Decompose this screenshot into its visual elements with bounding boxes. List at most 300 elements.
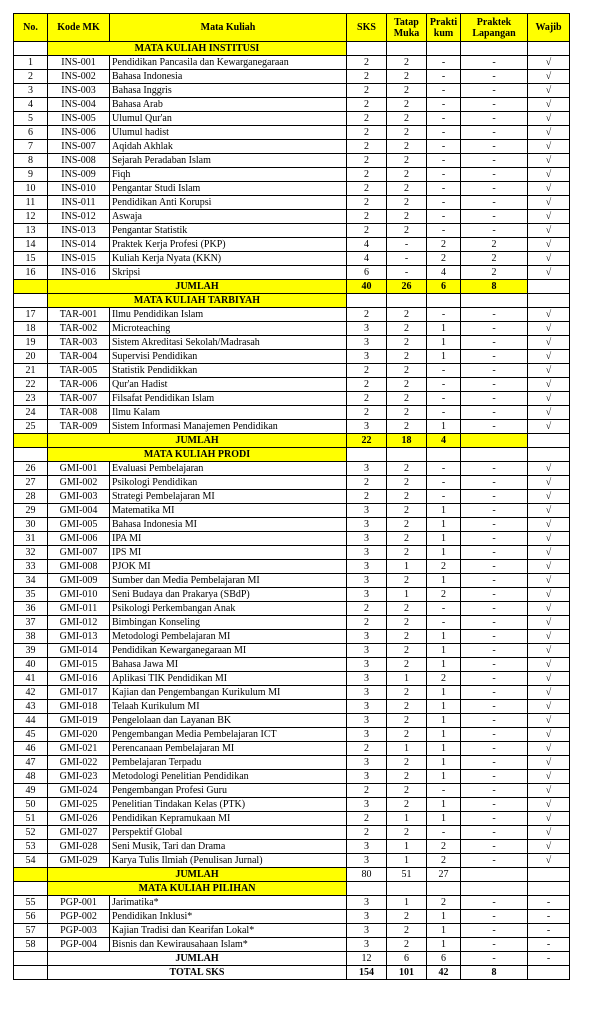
praktikum-cell: 1	[427, 546, 461, 560]
praktek-lapangan-cell: 2	[461, 266, 528, 280]
row-number-cell: 36	[14, 602, 48, 616]
course-name-cell: Ilmu Kalam	[110, 406, 347, 420]
row-number-cell: 48	[14, 770, 48, 784]
praktek-lapangan-cell: -	[461, 840, 528, 854]
wajib-cell: -	[528, 910, 570, 924]
section-total-label: JUMLAH	[48, 434, 347, 448]
table-row	[14, 168, 570, 182]
section-total-wajib	[528, 280, 570, 294]
header-kode-mk: Kode MK	[48, 14, 110, 42]
row-number-cell: 28	[14, 490, 48, 504]
course-code-cell: INS-008	[48, 154, 110, 168]
wajib-cell: √	[528, 574, 570, 588]
sks-cell: 3	[347, 644, 387, 658]
sks-cell: 3	[347, 658, 387, 672]
course-code-cell: PGP-001	[48, 896, 110, 910]
course-code-cell: GMI-004	[48, 504, 110, 518]
sks-cell: 3	[347, 938, 387, 952]
praktek-lapangan-cell: 2	[461, 238, 528, 252]
header-wajib: Wajib	[528, 14, 570, 42]
wajib-cell: √	[528, 224, 570, 238]
course-name-cell: Seni Budaya dan Prakarya (SBdP)	[110, 588, 347, 602]
tatap-muka-cell: 2	[387, 168, 427, 182]
section-total-tatap: 6	[387, 952, 427, 966]
course-code-cell: GMI-008	[48, 560, 110, 574]
course-code-cell: INS-003	[48, 84, 110, 98]
praktikum-cell: -	[427, 406, 461, 420]
course-code-cell: GMI-020	[48, 728, 110, 742]
praktek-lapangan-cell: -	[461, 770, 528, 784]
section-total-tatap: 18	[387, 434, 427, 448]
course-name-cell: Metodologi Pembelajaran MI	[110, 630, 347, 644]
course-code-cell: GMI-023	[48, 770, 110, 784]
section-header-blank	[528, 42, 570, 56]
grand-total-wajib	[528, 966, 570, 980]
praktek-lapangan-cell: -	[461, 574, 528, 588]
tatap-muka-cell: -	[387, 238, 427, 252]
course-code-cell: INS-015	[48, 252, 110, 266]
praktek-lapangan-cell: -	[461, 532, 528, 546]
sks-cell: 2	[347, 84, 387, 98]
course-name-cell: Pengantar Studi Islam	[110, 182, 347, 196]
course-name-cell: Aplikasi TIK Pendidikan MI	[110, 672, 347, 686]
table-row	[14, 154, 570, 168]
course-code-cell: GMI-003	[48, 490, 110, 504]
section-header-blank	[461, 294, 528, 308]
praktikum-cell: 1	[427, 686, 461, 700]
sks-cell: 6	[347, 266, 387, 280]
table-row	[14, 588, 570, 602]
course-code-cell: TAR-006	[48, 378, 110, 392]
tatap-muka-cell: 2	[387, 784, 427, 798]
course-code-cell: TAR-009	[48, 420, 110, 434]
row-number-cell: 16	[14, 266, 48, 280]
tatap-muka-cell: 2	[387, 154, 427, 168]
course-name-cell: Bahasa Inggris	[110, 84, 347, 98]
tatap-muka-cell: 2	[387, 406, 427, 420]
course-code-cell: GMI-025	[48, 798, 110, 812]
row-number-cell: 43	[14, 700, 48, 714]
praktikum-cell: -	[427, 70, 461, 84]
praktikum-cell: -	[427, 140, 461, 154]
section-total-row	[14, 434, 570, 448]
course-code-cell: GMI-026	[48, 812, 110, 826]
sks-cell: 2	[347, 742, 387, 756]
row-number-cell: 26	[14, 462, 48, 476]
row-number-cell: 18	[14, 322, 48, 336]
section-header-blank	[427, 294, 461, 308]
course-code-cell: GMI-002	[48, 476, 110, 490]
sks-cell: 2	[347, 154, 387, 168]
course-code-cell: GMI-016	[48, 672, 110, 686]
row-number-cell: 29	[14, 504, 48, 518]
praktek-lapangan-cell: -	[461, 378, 528, 392]
tatap-muka-cell: 1	[387, 840, 427, 854]
table-row	[14, 826, 570, 840]
table-row	[14, 812, 570, 826]
course-name-cell: Ilmu Pendidikan Islam	[110, 308, 347, 322]
table-row	[14, 910, 570, 924]
course-name-cell: Seni Musik, Tari dan Drama	[110, 840, 347, 854]
sks-cell: 3	[347, 504, 387, 518]
praktek-lapangan-cell: -	[461, 336, 528, 350]
praktek-lapangan-cell: -	[461, 364, 528, 378]
row-number-cell: 15	[14, 252, 48, 266]
praktikum-cell: -	[427, 210, 461, 224]
wajib-cell: √	[528, 168, 570, 182]
sks-cell: 3	[347, 728, 387, 742]
table-row	[14, 756, 570, 770]
praktikum-cell: -	[427, 84, 461, 98]
course-code-cell: INS-014	[48, 238, 110, 252]
table-row	[14, 238, 570, 252]
course-code-cell: GMI-015	[48, 658, 110, 672]
wajib-cell: √	[528, 84, 570, 98]
header-mata-kuliah: Mata Kuliah	[110, 14, 347, 42]
course-code-cell: INS-004	[48, 98, 110, 112]
tatap-muka-cell: 2	[387, 350, 427, 364]
course-code-cell: INS-011	[48, 196, 110, 210]
tatap-muka-cell: 2	[387, 546, 427, 560]
wajib-cell: √	[528, 322, 570, 336]
praktikum-cell: 2	[427, 840, 461, 854]
praktek-lapangan-cell: -	[461, 616, 528, 630]
wajib-cell: √	[528, 252, 570, 266]
praktek-lapangan-cell: -	[461, 560, 528, 574]
course-code-cell: GMI-010	[48, 588, 110, 602]
course-name-cell: Pendidikan Inklusi*	[110, 910, 347, 924]
wajib-cell: √	[528, 546, 570, 560]
tatap-muka-cell: 2	[387, 196, 427, 210]
wajib-cell: √	[528, 742, 570, 756]
praktek-lapangan-cell: -	[461, 630, 528, 644]
praktikum-cell: 2	[427, 896, 461, 910]
wajib-cell: √	[528, 98, 570, 112]
praktikum-cell: -	[427, 224, 461, 238]
wajib-cell: √	[528, 336, 570, 350]
wajib-cell: √	[528, 210, 570, 224]
section-header-blank	[528, 882, 570, 896]
praktek-lapangan-cell: -	[461, 546, 528, 560]
praktek-lapangan-cell: -	[461, 924, 528, 938]
section-total-praktikum: 6	[427, 280, 461, 294]
section-title: MATA KULIAH PILIHAN	[48, 882, 347, 896]
course-code-cell: TAR-004	[48, 350, 110, 364]
sks-cell: 2	[347, 182, 387, 196]
course-name-cell: Metodologi Penelitian Pendidikan	[110, 770, 347, 784]
course-code-cell: TAR-007	[48, 392, 110, 406]
tatap-muka-cell: 2	[387, 140, 427, 154]
course-code-cell: GMI-019	[48, 714, 110, 728]
tatap-muka-cell: 2	[387, 70, 427, 84]
table-row	[14, 798, 570, 812]
row-number-cell: 11	[14, 196, 48, 210]
course-name-cell: Perspektif Global	[110, 826, 347, 840]
section-header-blank	[14, 294, 48, 308]
section-total-sks: 22	[347, 434, 387, 448]
tatap-muka-cell: 2	[387, 518, 427, 532]
course-name-cell: Pendidikan Pancasila dan Kewarganegaraan	[110, 56, 347, 70]
section-total-praktikum: 6	[427, 952, 461, 966]
section-total-tatap: 51	[387, 868, 427, 882]
praktek-lapangan-cell: -	[461, 658, 528, 672]
course-name-cell: Praktek Kerja Profesi (PKP)	[110, 238, 347, 252]
course-code-cell: GMI-028	[48, 840, 110, 854]
section-header-blank	[427, 42, 461, 56]
wajib-cell: √	[528, 126, 570, 140]
section-total-sks: 12	[347, 952, 387, 966]
total-blank-cell	[14, 868, 48, 882]
course-code-cell: TAR-003	[48, 336, 110, 350]
tatap-muka-cell: 2	[387, 210, 427, 224]
curriculum-table	[13, 13, 570, 980]
table-row	[14, 644, 570, 658]
tatap-muka-cell: 1	[387, 742, 427, 756]
row-number-cell: 46	[14, 742, 48, 756]
course-code-cell: TAR-001	[48, 308, 110, 322]
tatap-muka-cell: 2	[387, 602, 427, 616]
course-code-cell: PGP-003	[48, 924, 110, 938]
course-name-cell: Aqidah Akhlak	[110, 140, 347, 154]
tatap-muka-cell: 2	[387, 462, 427, 476]
sks-cell: 3	[347, 924, 387, 938]
row-number-cell: 13	[14, 224, 48, 238]
wajib-cell: √	[528, 112, 570, 126]
tatap-muka-cell: 1	[387, 560, 427, 574]
row-number-cell: 12	[14, 210, 48, 224]
table-row	[14, 364, 570, 378]
table-row	[14, 616, 570, 630]
wajib-cell: √	[528, 560, 570, 574]
table-row	[14, 266, 570, 280]
course-name-cell: Bahasa Arab	[110, 98, 347, 112]
wajib-cell: √	[528, 182, 570, 196]
tatap-muka-cell: 2	[387, 910, 427, 924]
tatap-muka-cell: 1	[387, 812, 427, 826]
course-name-cell: Ulumul hadist	[110, 126, 347, 140]
section-total-lapangan: 8	[461, 280, 528, 294]
course-name-cell: IPS MI	[110, 546, 347, 560]
wajib-cell: √	[528, 798, 570, 812]
course-code-cell: GMI-001	[48, 462, 110, 476]
course-code-cell: PGP-002	[48, 910, 110, 924]
course-name-cell: Evaluasi Pembelajaran	[110, 462, 347, 476]
course-name-cell: Pengembangan Media Pembelajaran ICT	[110, 728, 347, 742]
row-number-cell: 54	[14, 854, 48, 868]
praktek-lapangan-cell: -	[461, 406, 528, 420]
tatap-muka-cell: 2	[387, 938, 427, 952]
tatap-muka-cell: 2	[387, 98, 427, 112]
praktek-lapangan-cell: -	[461, 728, 528, 742]
course-name-cell: Sumber dan Media Pembelajaran MI	[110, 574, 347, 588]
table-row	[14, 112, 570, 126]
tatap-muka-cell: 2	[387, 616, 427, 630]
course-name-cell: Pengembangan Profesi Guru	[110, 784, 347, 798]
table-row	[14, 322, 570, 336]
table-row	[14, 728, 570, 742]
table-row	[14, 224, 570, 238]
course-name-cell: Bisnis dan Kewirausahaan Islam*	[110, 938, 347, 952]
section-header-blank	[347, 448, 387, 462]
sks-cell: 3	[347, 518, 387, 532]
table-row	[14, 336, 570, 350]
course-name-cell: Fiqh	[110, 168, 347, 182]
sks-cell: 2	[347, 126, 387, 140]
tatap-muka-cell: 2	[387, 686, 427, 700]
praktek-lapangan-cell: -	[461, 476, 528, 490]
table-header-row	[14, 14, 570, 42]
praktikum-cell: -	[427, 308, 461, 322]
section-total-wajib	[528, 434, 570, 448]
praktikum-cell: 1	[427, 714, 461, 728]
sks-cell: 3	[347, 546, 387, 560]
wajib-cell: √	[528, 266, 570, 280]
course-code-cell: GMI-029	[48, 854, 110, 868]
header-sks: SKS	[347, 14, 387, 42]
praktek-lapangan-cell: -	[461, 462, 528, 476]
table-row	[14, 140, 570, 154]
course-code-cell: GMI-006	[48, 532, 110, 546]
praktikum-cell: -	[427, 182, 461, 196]
sks-cell: 3	[347, 322, 387, 336]
section-header-row	[14, 42, 570, 56]
grand-total-row	[14, 966, 570, 980]
table-row	[14, 714, 570, 728]
praktek-lapangan-cell: -	[461, 672, 528, 686]
table-row	[14, 938, 570, 952]
wajib-cell: √	[528, 700, 570, 714]
course-code-cell: GMI-013	[48, 630, 110, 644]
table-row	[14, 700, 570, 714]
row-number-cell: 41	[14, 672, 48, 686]
course-name-cell: Penelitian Tindakan Kelas (PTK)	[110, 798, 347, 812]
sks-cell: 4	[347, 238, 387, 252]
wajib-cell: √	[528, 630, 570, 644]
grand-total-lapangan: 8	[461, 966, 528, 980]
tatap-muka-cell: 1	[387, 896, 427, 910]
tatap-muka-cell: 2	[387, 714, 427, 728]
section-header-blank	[427, 448, 461, 462]
praktikum-cell: -	[427, 98, 461, 112]
curriculum-table-wrapper	[13, 13, 570, 980]
praktek-lapangan-cell: -	[461, 196, 528, 210]
sks-cell: 2	[347, 224, 387, 238]
sks-cell: 3	[347, 798, 387, 812]
praktikum-cell: 1	[427, 798, 461, 812]
praktek-lapangan-cell: -	[461, 700, 528, 714]
table-row	[14, 308, 570, 322]
section-header-row	[14, 294, 570, 308]
wajib-cell: √	[528, 854, 570, 868]
course-code-cell: PGP-004	[48, 938, 110, 952]
course-name-cell: Bimbingan Konseling	[110, 616, 347, 630]
sks-cell: 3	[347, 686, 387, 700]
course-code-cell: GMI-022	[48, 756, 110, 770]
course-code-cell: GMI-011	[48, 602, 110, 616]
section-header-blank	[347, 294, 387, 308]
wajib-cell: √	[528, 770, 570, 784]
course-code-cell: INS-002	[48, 70, 110, 84]
course-name-cell: Bahasa Indonesia	[110, 70, 347, 84]
tatap-muka-cell: 2	[387, 756, 427, 770]
wajib-cell: √	[528, 588, 570, 602]
sks-cell: 2	[347, 364, 387, 378]
section-header-blank	[14, 42, 48, 56]
praktek-lapangan-cell: -	[461, 756, 528, 770]
row-number-cell: 22	[14, 378, 48, 392]
tatap-muka-cell: 2	[387, 476, 427, 490]
course-name-cell: Psikologi Pendidikan	[110, 476, 347, 490]
table-row	[14, 602, 570, 616]
section-total-label: JUMLAH	[48, 280, 347, 294]
course-name-cell: Pembelajaran Terpadu	[110, 756, 347, 770]
table-row	[14, 476, 570, 490]
section-total-tatap: 26	[387, 280, 427, 294]
section-total-row	[14, 280, 570, 294]
course-code-cell: INS-012	[48, 210, 110, 224]
tatap-muka-cell: 2	[387, 826, 427, 840]
section-total-row	[14, 868, 570, 882]
course-code-cell: GMI-017	[48, 686, 110, 700]
table-row	[14, 924, 570, 938]
table-row	[14, 252, 570, 266]
tatap-muka-cell: -	[387, 252, 427, 266]
sks-cell: 2	[347, 392, 387, 406]
sks-cell: 2	[347, 784, 387, 798]
praktek-lapangan-cell: -	[461, 70, 528, 84]
wajib-cell: √	[528, 378, 570, 392]
sks-cell: 2	[347, 140, 387, 154]
row-number-cell: 33	[14, 560, 48, 574]
sks-cell: 4	[347, 252, 387, 266]
course-code-cell: GMI-005	[48, 518, 110, 532]
praktikum-cell: 1	[427, 574, 461, 588]
sks-cell: 2	[347, 602, 387, 616]
sks-cell: 2	[347, 378, 387, 392]
course-name-cell: Sistem Informasi Manajemen Pendidikan	[110, 420, 347, 434]
course-name-cell: Perencanaan Pembelajaran MI	[110, 742, 347, 756]
praktikum-cell: -	[427, 364, 461, 378]
row-number-cell: 50	[14, 798, 48, 812]
table-row	[14, 98, 570, 112]
sks-cell: 3	[347, 910, 387, 924]
course-code-cell: INS-010	[48, 182, 110, 196]
row-number-cell: 31	[14, 532, 48, 546]
wajib-cell: √	[528, 840, 570, 854]
section-header-blank	[461, 42, 528, 56]
course-code-cell: GMI-007	[48, 546, 110, 560]
praktikum-cell: 1	[427, 756, 461, 770]
course-code-cell: GMI-024	[48, 784, 110, 798]
praktek-lapangan-cell: -	[461, 112, 528, 126]
table-row	[14, 56, 570, 70]
tatap-muka-cell: 2	[387, 378, 427, 392]
section-title: MATA KULIAH PRODI	[48, 448, 347, 462]
tatap-muka-cell: 2	[387, 798, 427, 812]
course-name-cell: Pendidikan Kepramukaan MI	[110, 812, 347, 826]
tatap-muka-cell: 2	[387, 112, 427, 126]
row-number-cell: 45	[14, 728, 48, 742]
wajib-cell: √	[528, 518, 570, 532]
row-number-cell: 56	[14, 910, 48, 924]
praktikum-cell: 1	[427, 700, 461, 714]
praktikum-cell: -	[427, 392, 461, 406]
table-row	[14, 462, 570, 476]
section-header-blank	[387, 882, 427, 896]
section-total-lapangan	[461, 434, 528, 448]
section-header-blank	[14, 882, 48, 896]
row-number-cell: 10	[14, 182, 48, 196]
